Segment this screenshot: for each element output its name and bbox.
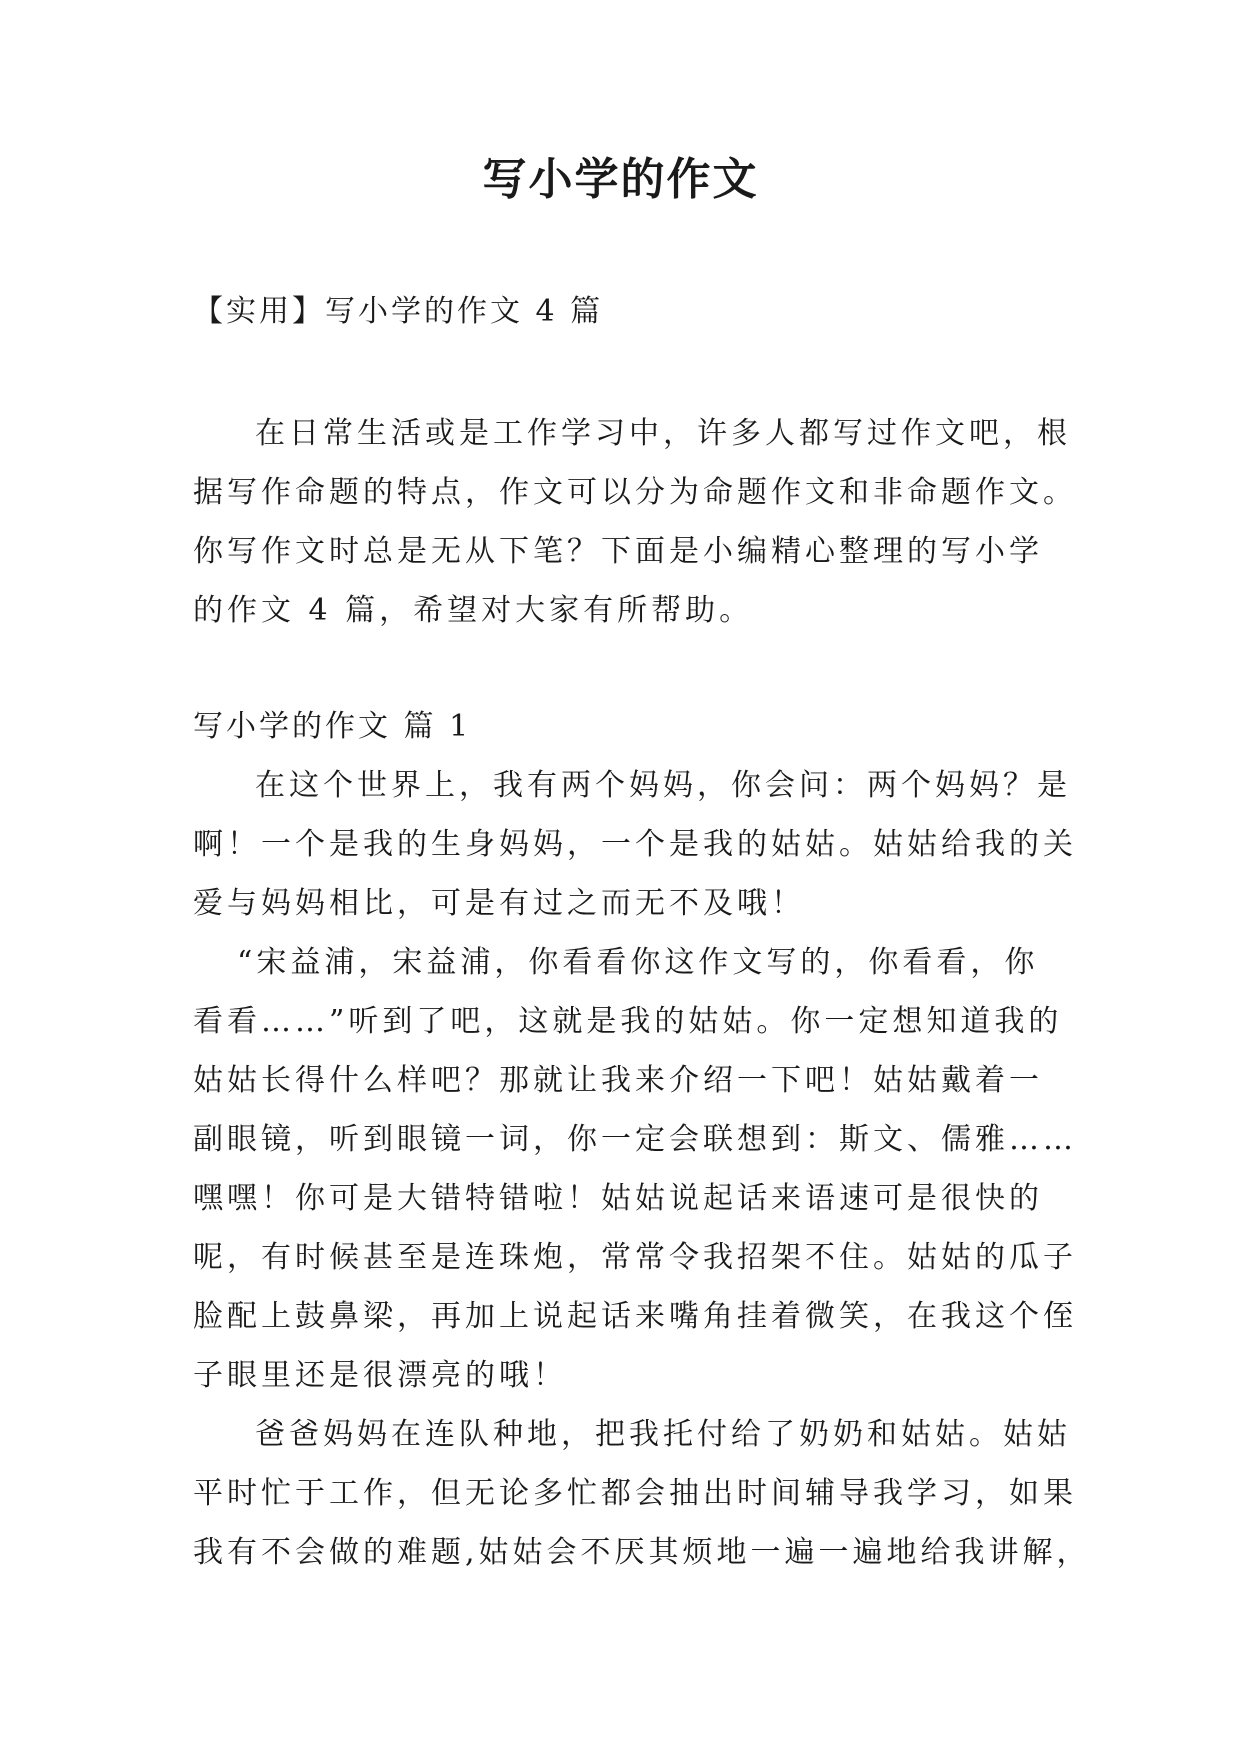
page-title: 写小学的作文 — [482, 154, 759, 205]
essay-line: 姑姑长得什么样吧？那就让我来介绍一下吧！姑姑戴着一 — [193, 1063, 1043, 1098]
document-subtitle: 【实用】写小学的作文 4 篇 — [193, 294, 604, 329]
essay-line: 在这个世界上，我有两个妈妈，你会问：两个妈妈？是 — [255, 768, 1071, 803]
intro-line: 在日常生活或是工作学习中，许多人都写过作文吧，根 — [255, 416, 1071, 451]
intro-line: 你写作文时总是无从下笔？下面是小编精心整理的写小学 — [193, 534, 1043, 569]
essay-line: 副眼镜，听到眼镜一词，你一定会联想到：斯文、儒雅…… — [193, 1122, 1077, 1157]
essay-line: 爱与妈妈相比，可是有过之而无不及哦！ — [193, 886, 805, 921]
intro-line: 据写作命题的特点，作文可以分为命题作文和非命题作文。 — [193, 475, 1077, 510]
essay-line: 看看……”听到了吧，这就是我的姑姑。你一定想知道我的 — [193, 1004, 1063, 1039]
intro-line: 的作文 4 篇，希望对大家有所帮助。 — [193, 593, 754, 628]
essay-section — [193, 697, 1091, 1582]
essay-line: 平时忙于工作，但无论多忙都会抽出时间辅导我学习，如果 — [193, 1476, 1077, 1511]
essay-line: “宋益浦，宋益浦，你看看你这作文写的，你看看，你 — [237, 945, 1039, 980]
essay-line: 我有不会做的难题,姑姑会不厌其烦地一遍一遍地给我讲解， — [193, 1535, 1091, 1570]
essay-line: 脸配上鼓鼻梁，再加上说起话来嘴角挂着微笑，在我这个侄 — [193, 1299, 1077, 1334]
essay-line: 嘿嘿！你可是大错特错啦！姑姑说起话来语速可是很快的 — [193, 1181, 1043, 1216]
section-heading: 写小学的作文 篇 1 — [193, 709, 472, 744]
essay-line: 子眼里还是很漂亮的哦！ — [193, 1358, 567, 1393]
essay-line: 啊！一个是我的生身妈妈，一个是我的姑姑。姑姑给我的关 — [193, 827, 1077, 862]
essay-line: 爸爸妈妈在连队种地，把我托付给了奶奶和姑姑。姑姑 — [255, 1417, 1071, 1452]
essay-line: 呢，有时候甚至是连珠炮，常常令我招架不住。姑姑的瓜子 — [193, 1240, 1077, 1275]
intro-paragraph — [193, 404, 1077, 640]
